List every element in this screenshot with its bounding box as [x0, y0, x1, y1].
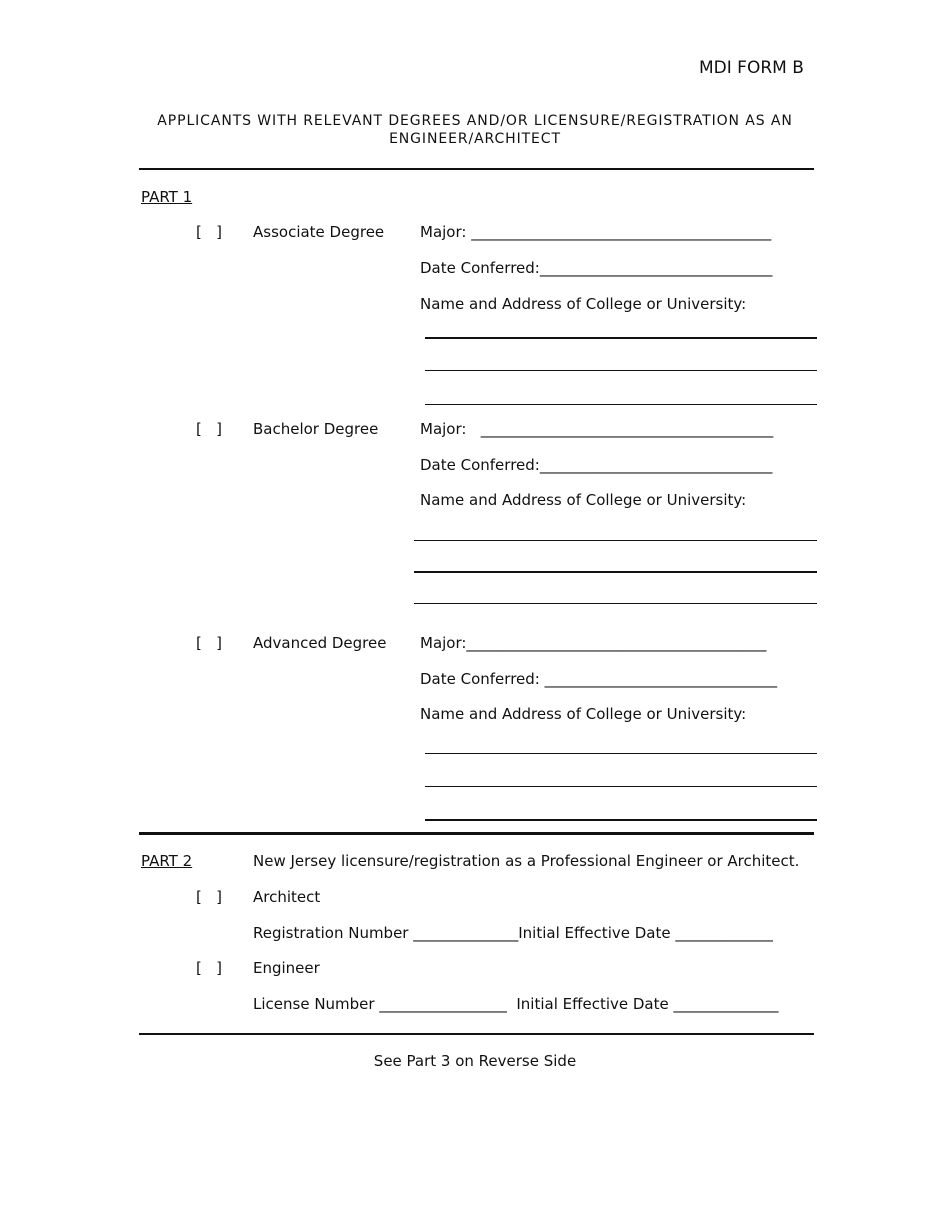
part2-heading: PART 2: [141, 852, 193, 870]
form-id: MDI FORM B: [699, 58, 804, 78]
advanced-college-line-1[interactable]: [425, 753, 817, 754]
part-divider: [139, 832, 814, 835]
bottom-divider: [139, 1033, 814, 1035]
associate-college-label: Name and Address of College or University:: [420, 295, 747, 313]
advanced-college-label: Name and Address of College or University:: [420, 705, 747, 723]
advanced-major-field[interactable]: Major:________________________________________: [420, 634, 767, 652]
bachelor-college-line-3[interactable]: [414, 603, 817, 604]
architect-label: Architect: [253, 888, 321, 906]
advanced-degree-label: Advanced Degree: [253, 634, 387, 652]
associate-college-line-2[interactable]: [425, 370, 817, 371]
architect-checkbox[interactable]: [ ]: [196, 888, 223, 906]
associate-major-field[interactable]: Major: ________________________________________: [420, 223, 772, 241]
footer-note: See Part 3 on Reverse Side: [373, 1052, 577, 1070]
engineer-license-field[interactable]: License Number _________________ Initial Effective Date ______________: [253, 995, 779, 1013]
advanced-degree-checkbox[interactable]: [ ]: [196, 634, 223, 652]
bachelor-major-field[interactable]: Major: _______________________________________: [420, 420, 774, 438]
top-divider: [139, 168, 814, 170]
associate-college-line-1[interactable]: [425, 337, 817, 339]
part2-intro: New Jersey licensure/registration as a Professional Engineer or Architect.: [253, 852, 800, 870]
associate-date-conferred-field[interactable]: Date Conferred:_______________________________: [420, 259, 773, 277]
bachelor-college-line-2[interactable]: [414, 571, 817, 573]
bachelor-date-conferred-field[interactable]: Date Conferred:_______________________________: [420, 456, 773, 474]
advanced-college-line-2[interactable]: [425, 786, 817, 787]
associate-degree-label: Associate Degree: [253, 223, 385, 241]
associate-college-line-3[interactable]: [425, 404, 817, 405]
architect-registration-field[interactable]: Registration Number ______________Initial Effective Date _____________: [253, 924, 773, 942]
engineer-label: Engineer: [253, 959, 320, 977]
part1-heading: PART 1: [141, 188, 193, 206]
form-title-line-1: APPLICANTS WITH RELEVANT DEGREES AND/OR LICENSURE/REGISTRATION AS AN: [157, 113, 793, 129]
bachelor-college-label: Name and Address of College or University:: [420, 491, 747, 509]
bachelor-college-line-1[interactable]: [414, 540, 817, 541]
form-title-line-2: ENGINEER/ARCHITECT: [389, 131, 561, 147]
engineer-checkbox[interactable]: [ ]: [196, 959, 223, 977]
advanced-college-line-3[interactable]: [425, 819, 817, 821]
advanced-date-conferred-field[interactable]: Date Conferred: _______________________________: [420, 670, 778, 688]
bachelor-degree-checkbox[interactable]: [ ]: [196, 420, 223, 438]
associate-degree-checkbox[interactable]: [ ]: [196, 223, 223, 241]
bachelor-degree-label: Bachelor Degree: [253, 420, 379, 438]
